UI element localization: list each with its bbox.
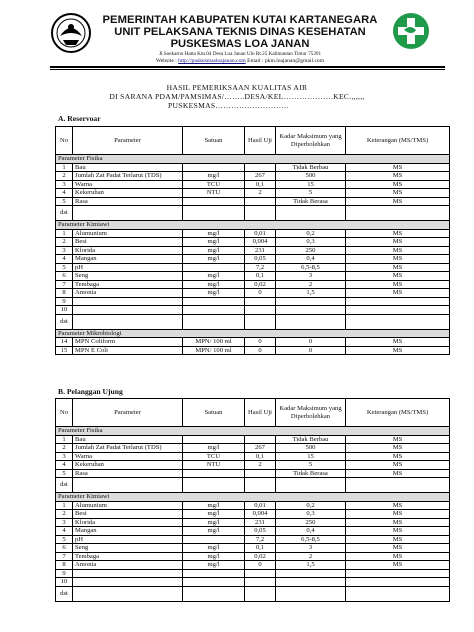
table-cell — [183, 163, 245, 172]
table-cell: MS — [346, 518, 450, 527]
table-row — [56, 518, 450, 527]
table-cell — [183, 435, 245, 444]
table-cell — [245, 578, 276, 587]
table-cell: MS — [346, 469, 450, 478]
table-cell: Tidak Berasa — [276, 197, 346, 206]
table-cell: 0,02 — [245, 280, 276, 289]
header-line-3: PUSKESMAS LOA JANAN — [170, 38, 310, 50]
table-cell: 5 — [56, 197, 73, 206]
table-cell: 5 — [56, 535, 73, 544]
table-cell: 5 — [276, 461, 346, 470]
table-cell — [183, 306, 245, 315]
table-cell — [346, 306, 450, 315]
table-cell: MPN Coliform — [73, 338, 183, 347]
table-cell: 0,3 — [276, 238, 346, 247]
table-cell: 0 — [245, 338, 276, 347]
table-row — [56, 510, 450, 519]
table-cell: 0,1 — [245, 272, 276, 281]
table-cell: Tidak Berbau — [276, 163, 346, 172]
table-cell — [276, 206, 346, 221]
table-cell: 5 — [276, 189, 346, 198]
table-cell: 250 — [276, 246, 346, 255]
table-cell: 2 — [56, 510, 73, 519]
table-cell: 1,5 — [276, 561, 346, 570]
table-row — [56, 578, 450, 587]
table-cell: 6,5-8,5 — [276, 263, 346, 272]
table-cell: MS — [346, 229, 450, 238]
table-cell: Warna — [73, 452, 183, 461]
table-header-row — [56, 127, 450, 155]
table-cell: 1 — [56, 435, 73, 444]
table-cell: MS — [346, 444, 450, 453]
table-cell: MS — [346, 289, 450, 298]
table-cell — [245, 197, 276, 206]
table-cell: MS — [346, 172, 450, 181]
table-row — [56, 180, 450, 189]
table-cell — [73, 578, 183, 587]
table-cell — [245, 469, 276, 478]
table-row — [56, 206, 450, 221]
table-cell: 0,004 — [245, 510, 276, 519]
table-cell: MS — [346, 180, 450, 189]
table-cell: 3 — [56, 180, 73, 189]
table-cell: mg/l — [183, 518, 245, 527]
table-cell: 0,1 — [245, 544, 276, 553]
table-cell — [183, 206, 245, 221]
table-cell — [276, 314, 346, 329]
table-cell: Besi — [73, 238, 183, 247]
table-cell: mg/l — [183, 561, 245, 570]
table-row — [56, 289, 450, 298]
table-cell: Besi — [73, 510, 183, 519]
table-cell: 0 — [245, 561, 276, 570]
table-cell — [183, 569, 245, 578]
header-divider-thick — [50, 66, 445, 68]
table-cell: 7,2 — [245, 535, 276, 544]
table-cell: MS — [346, 552, 450, 561]
table-cell: MS — [346, 163, 450, 172]
table-cell: mg/l — [183, 229, 245, 238]
table-cell: MS — [346, 263, 450, 272]
table-cell: 15 — [276, 180, 346, 189]
table-cell: pH — [73, 263, 183, 272]
table-cell: Bau — [73, 435, 183, 444]
table-cell: 4 — [56, 189, 73, 198]
table-cell: MS — [346, 510, 450, 519]
table-cell: 7 — [56, 280, 73, 289]
table-cell: Seng — [73, 544, 183, 553]
table-cell — [276, 478, 346, 493]
table-row — [56, 569, 450, 578]
table-cell: 5 — [56, 263, 73, 272]
table-cell: mg/l — [183, 272, 245, 281]
table-cell: mg/l — [183, 289, 245, 298]
table-cell: MS — [346, 435, 450, 444]
header-divider-thin — [50, 69, 445, 70]
table-cell — [245, 586, 276, 601]
table-row — [56, 280, 450, 289]
table-row — [56, 435, 450, 444]
table-cell: Mangan — [73, 527, 183, 536]
table-cell: Amonia — [73, 561, 183, 570]
table-cell: 0,01 — [245, 229, 276, 238]
table-cell — [183, 478, 245, 493]
table-cell: 4 — [56, 255, 73, 264]
table-cell — [346, 578, 450, 587]
table-cell — [73, 586, 183, 601]
reservoar-table — [55, 126, 450, 355]
parameter-group-row — [56, 493, 450, 502]
parameter-group-row — [56, 155, 450, 164]
table-cell: Rasa — [73, 197, 183, 206]
table-cell — [276, 586, 346, 601]
table-cell: NTU — [183, 189, 245, 198]
section-a-title: A. Reservoar — [58, 114, 101, 123]
table-cell: 4 — [56, 461, 73, 470]
table-cell: TCU — [183, 180, 245, 189]
table-cell: 0 — [245, 346, 276, 355]
table-cell: 2 — [56, 238, 73, 247]
parameter-group-label: Parameter Kimiawi — [56, 493, 450, 502]
column-header: Kadar Maksimum yang Diperbolehkan — [276, 127, 346, 155]
table-cell: 0,4 — [276, 255, 346, 264]
table-cell: Rasa — [73, 469, 183, 478]
report-title: HASIL PEMERIKSAAN KUALITAS AIR — [166, 83, 308, 92]
table-cell: Tidak Berbau — [276, 435, 346, 444]
table-cell — [183, 578, 245, 587]
column-header: Satuan — [183, 127, 245, 155]
table-cell — [73, 478, 183, 493]
table-cell: MS — [346, 255, 450, 264]
table-row — [56, 172, 450, 181]
table-cell — [245, 478, 276, 493]
table-header-row — [56, 399, 450, 427]
table-cell: Mangan — [73, 255, 183, 264]
table-cell: 8 — [56, 561, 73, 570]
table-cell — [346, 478, 450, 493]
table-cell: 0,2 — [276, 229, 346, 238]
table-row — [56, 189, 450, 198]
parameter-group-row — [56, 221, 450, 230]
table-cell: mg/l — [183, 255, 245, 264]
table-cell: 0,4 — [276, 527, 346, 536]
table-cell: NTU — [183, 461, 245, 470]
column-header: Keterangan (MS/TMS) — [346, 399, 450, 427]
table-cell — [183, 314, 245, 329]
table-cell: MS — [346, 246, 450, 255]
table-row — [56, 272, 450, 281]
table-cell — [73, 314, 183, 329]
table-cell: Alumunium — [73, 229, 183, 238]
table-cell: 0,2 — [276, 501, 346, 510]
section-b-title: B. Pelanggan Ujung — [58, 387, 123, 396]
table-cell: 267 — [245, 444, 276, 453]
table-cell: MPN E Coli — [73, 346, 183, 355]
table-row — [56, 197, 450, 206]
table-cell — [73, 297, 183, 306]
table-cell: 1 — [56, 501, 73, 510]
table-cell — [183, 586, 245, 601]
column-header: Parameter — [73, 399, 183, 427]
table-cell — [73, 569, 183, 578]
table-row — [56, 469, 450, 478]
table-cell: mg/l — [183, 501, 245, 510]
table-cell: 0,1 — [245, 452, 276, 461]
table-cell: 5 — [56, 469, 73, 478]
table-cell: MPN/ 100 ml — [183, 346, 245, 355]
website-link[interactable]: http://puskesmasloajanan.com — [178, 58, 246, 64]
table-cell: 0,004 — [245, 238, 276, 247]
table-cell: 500 — [276, 172, 346, 181]
report-puskesmas-line: PUSKESMAS………………………. — [168, 101, 289, 110]
table-cell — [183, 469, 245, 478]
table-cell: MS — [346, 238, 450, 247]
table-cell: MS — [346, 461, 450, 470]
table-cell: MS — [346, 189, 450, 198]
table-row — [56, 246, 450, 255]
table-cell: Kekeruhan — [73, 189, 183, 198]
table-cell: Seng — [73, 272, 183, 281]
column-header: Kadar Maksimum yang Diperbolehkan — [276, 399, 346, 427]
table-cell: 1 — [56, 163, 73, 172]
table-cell — [183, 297, 245, 306]
table-cell: Jumlah Zat Padat Terlarut (TDS) — [73, 172, 183, 181]
table-cell: 15 — [56, 346, 73, 355]
table-cell — [276, 306, 346, 315]
table-cell: MS — [346, 561, 450, 570]
table-row — [56, 527, 450, 536]
table-cell — [346, 297, 450, 306]
column-header: Parameter — [73, 127, 183, 155]
table-row — [56, 552, 450, 561]
table-cell: 0 — [276, 346, 346, 355]
table-cell: 2 — [276, 552, 346, 561]
pelanggan-ujung-table — [55, 398, 450, 602]
table-cell: mg/l — [183, 238, 245, 247]
table-cell: 2 — [245, 461, 276, 470]
table-cell: 0 — [245, 289, 276, 298]
email-address: pkm.loajanan@gmail.com — [264, 58, 325, 64]
table-cell: MS — [346, 197, 450, 206]
column-header: Keterangan (MS/TMS) — [346, 127, 450, 155]
table-cell: mg/l — [183, 552, 245, 561]
table-cell: 9 — [56, 569, 73, 578]
table-row — [56, 255, 450, 264]
table-cell: mg/l — [183, 246, 245, 255]
table-cell: 1 — [56, 229, 73, 238]
table-cell — [245, 435, 276, 444]
table-row — [56, 297, 450, 306]
table-cell: 231 — [245, 518, 276, 527]
column-header: No — [56, 127, 73, 155]
table-cell: 9 — [56, 297, 73, 306]
table-cell: 3 — [56, 452, 73, 461]
table-cell: MS — [346, 452, 450, 461]
table-cell — [73, 306, 183, 315]
table-cell: Tidak Berasa — [276, 469, 346, 478]
table-row — [56, 346, 450, 355]
table-cell: MS — [346, 338, 450, 347]
table-row — [56, 561, 450, 570]
table-cell: 4 — [56, 527, 73, 536]
table-row — [56, 452, 450, 461]
table-cell: mg/l — [183, 544, 245, 553]
table-cell: 500 — [276, 444, 346, 453]
table-cell: 0,05 — [245, 255, 276, 264]
header-line-2: UNIT PELAKSANA TEKNIS DINAS KESEHATAN — [114, 26, 366, 38]
table-cell — [183, 197, 245, 206]
table-cell: 0 — [276, 338, 346, 347]
header-contact — [95, 58, 385, 64]
table-cell: 10 — [56, 306, 73, 315]
table-cell: 0,1 — [245, 180, 276, 189]
table-cell: mg/l — [183, 510, 245, 519]
bakti-husada-cross-icon — [390, 10, 432, 52]
table-cell — [346, 206, 450, 221]
table-cell: 2 — [276, 280, 346, 289]
table-cell: 14 — [56, 338, 73, 347]
table-row — [56, 444, 450, 453]
table-cell: MS — [346, 346, 450, 355]
table-row — [56, 338, 450, 347]
table-row — [56, 478, 450, 493]
table-cell — [276, 569, 346, 578]
table-cell: 250 — [276, 518, 346, 527]
table-cell: dst — [56, 314, 73, 329]
table-cell: 2 — [56, 172, 73, 181]
parameter-group-label: Parameter Mikrobiologi — [56, 329, 450, 338]
column-header: Hasil Uji — [245, 127, 276, 155]
table-row — [56, 586, 450, 601]
table-cell: Amonia — [73, 289, 183, 298]
table-cell — [245, 569, 276, 578]
table-cell — [346, 569, 450, 578]
table-cell: TCU — [183, 452, 245, 461]
table-cell: Klorida — [73, 246, 183, 255]
table-cell: Jumlah Zat Padat Terlarut (TDS) — [73, 444, 183, 453]
table-cell: 10 — [56, 578, 73, 587]
table-cell — [73, 206, 183, 221]
table-cell: 267 — [245, 172, 276, 181]
table-cell — [346, 314, 450, 329]
table-cell: dst — [56, 586, 73, 601]
table-cell: 0,02 — [245, 552, 276, 561]
column-header: Hasil Uji — [245, 399, 276, 427]
table-cell: dst — [56, 206, 73, 221]
table-cell — [245, 314, 276, 329]
table-cell: Warna — [73, 180, 183, 189]
table-row — [56, 238, 450, 247]
table-cell — [276, 578, 346, 587]
table-cell — [183, 535, 245, 544]
table-row — [56, 306, 450, 315]
table-cell: Bau — [73, 163, 183, 172]
parameter-group-row — [56, 427, 450, 436]
parameter-group-label: Parameter Kimiawi — [56, 221, 450, 230]
parameter-group-row — [56, 329, 450, 338]
table-cell: 6 — [56, 272, 73, 281]
table-cell: 3 — [276, 544, 346, 553]
table-cell: pH — [73, 535, 183, 544]
table-cell: mg/l — [183, 280, 245, 289]
kutai-kartanegara-crest-icon — [50, 12, 92, 54]
report-subtitle: DI SARANA PDAM/PAMSIMAS/……..DESA/KEL……………….KEC.,,,,,, — [109, 92, 365, 101]
table-cell: Klorida — [73, 518, 183, 527]
table-cell — [183, 263, 245, 272]
table-cell: mg/l — [183, 444, 245, 453]
table-cell: 6 — [56, 544, 73, 553]
website-prefix: Website : — [155, 58, 179, 64]
table-cell: 231 — [245, 246, 276, 255]
table-cell — [245, 163, 276, 172]
table-cell: dst — [56, 478, 73, 493]
table-row — [56, 163, 450, 172]
table-cell: 3 — [276, 272, 346, 281]
table-cell: 2 — [245, 189, 276, 198]
table-cell: 7,2 — [245, 263, 276, 272]
header-address: Jl.Soekarno Hatta Km.04 Desa Loa Janan Ulu Rt.25 Kalimantan Timur 75391 — [158, 51, 322, 57]
parameter-group-label: Parameter Fisika — [56, 427, 450, 436]
table-cell: 0,3 — [276, 510, 346, 519]
table-row — [56, 544, 450, 553]
table-row — [56, 314, 450, 329]
table-row — [56, 501, 450, 510]
table-row — [56, 461, 450, 470]
table-cell: MS — [346, 272, 450, 281]
table-cell — [346, 586, 450, 601]
table-row — [56, 535, 450, 544]
table-cell: MS — [346, 544, 450, 553]
table-cell: 3 — [56, 518, 73, 527]
column-header: Satuan — [183, 399, 245, 427]
table-cell: 1,5 — [276, 289, 346, 298]
table-cell: MPN/ 100 ml — [183, 338, 245, 347]
table-cell — [245, 206, 276, 221]
table-cell: MS — [346, 527, 450, 536]
header-line-1: PEMERINTAH KABUPATEN KUTAI KARTANEGARA — [102, 14, 378, 26]
table-cell — [276, 297, 346, 306]
table-cell: 8 — [56, 289, 73, 298]
table-cell — [245, 306, 276, 315]
table-cell: 15 — [276, 452, 346, 461]
parameter-group-label: Parameter Fisika — [56, 155, 450, 164]
table-cell: 7 — [56, 552, 73, 561]
table-cell: Alumunium — [73, 501, 183, 510]
table-cell: 2 — [56, 444, 73, 453]
table-cell: 6,5-8,5 — [276, 535, 346, 544]
email-prefix: Email : — [245, 58, 265, 64]
table-cell — [245, 297, 276, 306]
table-cell: MS — [346, 535, 450, 544]
table-cell: 3 — [56, 246, 73, 255]
table-row — [56, 229, 450, 238]
table-cell: 0,05 — [245, 527, 276, 536]
table-cell: 0,01 — [245, 501, 276, 510]
table-cell: Tembaga — [73, 552, 183, 561]
table-cell: Tembaga — [73, 280, 183, 289]
table-cell: mg/l — [183, 172, 245, 181]
table-cell: MS — [346, 280, 450, 289]
table-cell: Kekeruhan — [73, 461, 183, 470]
table-cell: mg/l — [183, 527, 245, 536]
table-cell: MS — [346, 501, 450, 510]
column-header: No — [56, 399, 73, 427]
table-row — [56, 263, 450, 272]
